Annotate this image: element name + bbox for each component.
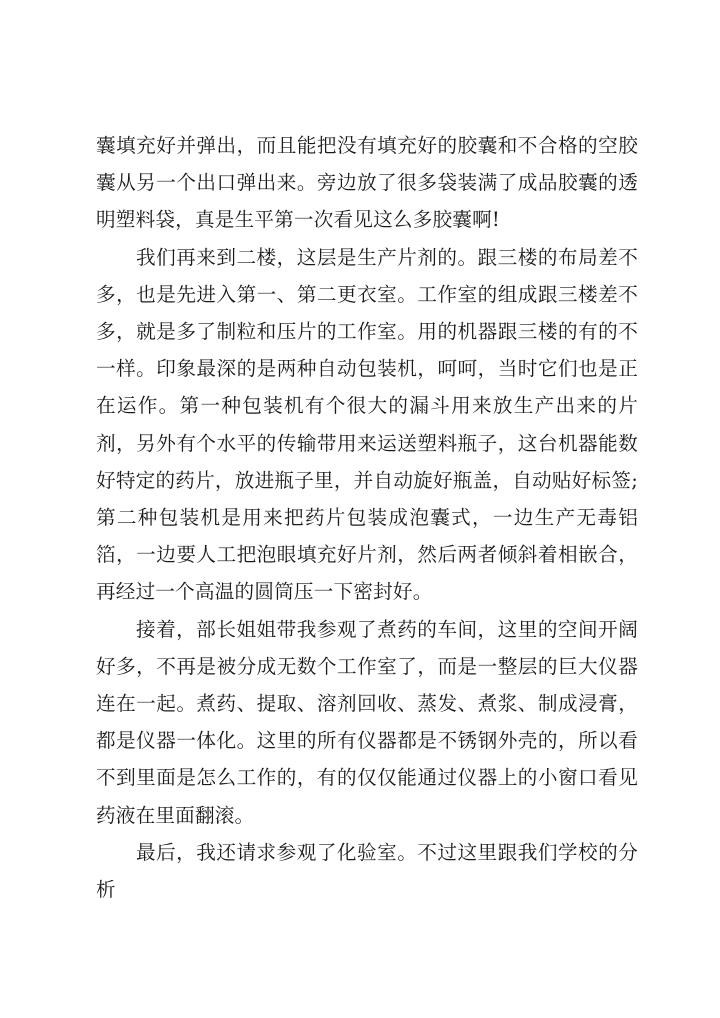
paragraph-2: 我们再来到二楼，这层是生产片剂的。跟三楼的布局差不多，也是先进入第一、第二更衣室。工作室的组成跟三楼差不多，就是多了制粒和压片的工作室。用的机器跟三楼的有的不一样。印象最深的是两种自动包装机，呵呵，当时它们也是正在运作。第一种包装机有个很大的漏斗用来放生产出来的片剂，另外有个水平的传输带用来运送塑料瓶子，这台机器能数好特定的药片，放进瓶子里，并自动旋好瓶盖，自动贴好标签;第二种包装机是用来把药片包装成泡囊式，一边生产无毒铝箔，一边要人工把泡眼填充好片剂，然后两者倾斜着相嵌合，再经过一个高温的圆筒压一下密封好。 (96, 245, 638, 604)
paragraph-1: 囊填充好并弹出，而且能把没有填充好的胶囊和不合格的空胶囊从另一个出口弹出来。旁边放了很多袋装满了成品胶囊的透明塑料袋，真是生平第一次看见这么多胶囊啊! (96, 134, 638, 232)
paragraph-4: 最后，我还请求参观了化验室。不过这里跟我们学校的分析 (96, 840, 638, 902)
paragraph-3: 接着，部长姐姐带我参观了煮药的车间，这里的空间开阔好多，不再是被分成无数个工作室了，而是一整层的巨大仪器连在一起。煮药、提取、溶剂回收、蒸发、煮浆、制成浸膏，都是仪器一体化。这里的所有仪器都是不锈钢外壳的，所以看不到里面是怎么工作的，有的仅仅能通过仪器上的小窗口看见药液在里面翻滚。 (96, 617, 638, 827)
document-body (96, 127, 638, 908)
